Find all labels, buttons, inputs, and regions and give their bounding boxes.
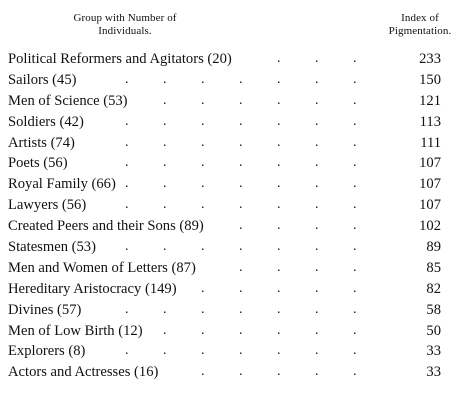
table-row bbox=[0, 174, 461, 195]
row-label: Hereditary Aristocracy (149) bbox=[8, 280, 177, 297]
leader-dot: . bbox=[239, 364, 243, 380]
leader-dot: . bbox=[277, 364, 281, 380]
row-value: 89 bbox=[426, 239, 441, 256]
table-row bbox=[0, 279, 461, 300]
leader-dots bbox=[0, 300, 400, 321]
table-row bbox=[0, 362, 461, 383]
row-value: 150 bbox=[419, 71, 441, 88]
leader-dot: . bbox=[315, 343, 319, 359]
leader-dot: . bbox=[315, 301, 319, 317]
leader-dot: . bbox=[353, 197, 357, 213]
leader-dot: . bbox=[277, 322, 281, 338]
row-label: Royal Family (66) bbox=[8, 176, 116, 193]
leader-dot: . bbox=[315, 51, 319, 66]
leader-dot: . bbox=[239, 155, 243, 171]
table-row bbox=[0, 300, 461, 321]
leader-dot: . bbox=[163, 301, 167, 317]
leader-dot: . bbox=[315, 92, 319, 108]
leader-dot: . bbox=[277, 259, 281, 275]
leader-dot: . bbox=[239, 259, 243, 275]
leader-dot: . bbox=[353, 92, 357, 108]
leader-dot: . bbox=[201, 92, 205, 108]
leader-dot: . bbox=[163, 155, 167, 171]
row-value: 33 bbox=[426, 364, 441, 381]
row-value: 121 bbox=[419, 92, 441, 109]
leader-dot: . bbox=[125, 239, 129, 255]
table-body bbox=[0, 49, 461, 383]
row-label: Men of Low Birth (12) bbox=[8, 322, 143, 339]
leader-dot: . bbox=[353, 155, 357, 171]
leader-dot: . bbox=[353, 239, 357, 255]
leader-dot: . bbox=[201, 280, 205, 296]
leader-dot: . bbox=[239, 71, 243, 87]
group-header-line1: Group with Number of bbox=[73, 12, 177, 24]
leader-dot: . bbox=[163, 176, 167, 192]
row-label: Created Peers and their Sons (89) bbox=[8, 218, 204, 235]
leader-dot: . bbox=[353, 113, 357, 129]
row-value: 102 bbox=[419, 218, 441, 235]
leader-dot: . bbox=[125, 155, 129, 171]
leader-dot: . bbox=[315, 322, 319, 338]
leader-dots bbox=[0, 362, 400, 383]
leader-dot: . bbox=[277, 134, 281, 150]
leader-dot: . bbox=[201, 155, 205, 171]
row-value: 33 bbox=[426, 343, 441, 360]
leader-dot: . bbox=[315, 197, 319, 213]
leader-dot: . bbox=[353, 364, 357, 380]
leader-dot: . bbox=[277, 239, 281, 255]
leader-dot: . bbox=[201, 134, 205, 150]
leader-dots bbox=[0, 195, 400, 216]
leader-dot: . bbox=[201, 343, 205, 359]
row-value: 85 bbox=[426, 259, 441, 276]
leader-dots bbox=[0, 341, 400, 362]
index-header-line1: Index of bbox=[401, 12, 439, 24]
leader-dots bbox=[0, 258, 400, 279]
leader-dots bbox=[0, 237, 400, 258]
leader-dots bbox=[0, 153, 400, 174]
leader-dot: . bbox=[125, 71, 129, 87]
leader-dot: . bbox=[239, 176, 243, 192]
leader-dot: . bbox=[277, 176, 281, 192]
row-value: 113 bbox=[419, 113, 441, 130]
row-value: 107 bbox=[419, 155, 441, 172]
leader-dot: . bbox=[163, 92, 167, 108]
leader-dot: . bbox=[353, 51, 357, 66]
leader-dot: . bbox=[315, 259, 319, 275]
leader-dot: . bbox=[163, 113, 167, 129]
group-column-header bbox=[20, 12, 230, 38]
row-label: Men of Science (53) bbox=[8, 92, 128, 109]
table-row bbox=[0, 70, 461, 91]
leader-dot: . bbox=[163, 197, 167, 213]
leader-dot: . bbox=[125, 113, 129, 129]
leader-dots bbox=[0, 49, 400, 70]
leader-dot: . bbox=[353, 71, 357, 87]
leader-dot: . bbox=[239, 280, 243, 296]
leader-dot: . bbox=[315, 113, 319, 129]
index-header-line2: Pigmentation. bbox=[388, 25, 452, 37]
row-value: 58 bbox=[426, 301, 441, 318]
leader-dot: . bbox=[277, 280, 281, 296]
leader-dot: . bbox=[125, 134, 129, 150]
leader-dot: . bbox=[277, 71, 281, 87]
leader-dot: . bbox=[201, 322, 205, 338]
leader-dot: . bbox=[315, 155, 319, 171]
leader-dot: . bbox=[201, 301, 205, 317]
leader-dot: . bbox=[239, 218, 243, 234]
leader-dot: . bbox=[315, 71, 319, 87]
table-row bbox=[0, 91, 461, 112]
leader-dots bbox=[0, 70, 400, 91]
row-label: Divines (57) bbox=[8, 301, 82, 318]
table-row bbox=[0, 112, 461, 133]
row-label: Lawyers (56) bbox=[8, 197, 87, 214]
row-label: Sailors (45) bbox=[8, 71, 77, 88]
row-value: 107 bbox=[419, 176, 441, 193]
leader-dot: . bbox=[239, 197, 243, 213]
leader-dot: . bbox=[125, 301, 129, 317]
leader-dot: . bbox=[277, 343, 281, 359]
leader-dot: . bbox=[277, 301, 281, 317]
leader-dot: . bbox=[277, 197, 281, 213]
leader-dot: . bbox=[239, 322, 243, 338]
leader-dot: . bbox=[315, 218, 319, 234]
leader-dot: . bbox=[277, 155, 281, 171]
row-value: 233 bbox=[419, 51, 441, 67]
leader-dot: . bbox=[315, 364, 319, 380]
leader-dot: . bbox=[201, 113, 205, 129]
table-row bbox=[0, 216, 461, 237]
leader-dot: . bbox=[163, 239, 167, 255]
row-label: Actors and Actresses (16) bbox=[8, 364, 159, 381]
leader-dot: . bbox=[315, 280, 319, 296]
leader-dot: . bbox=[353, 343, 357, 359]
leader-dot: . bbox=[201, 71, 205, 87]
leader-dot: . bbox=[239, 92, 243, 108]
leader-dot: . bbox=[315, 134, 319, 150]
leader-dot: . bbox=[277, 218, 281, 234]
leader-dot: . bbox=[277, 113, 281, 129]
leader-dot: . bbox=[315, 239, 319, 255]
table-row bbox=[0, 153, 461, 174]
table-row bbox=[0, 341, 461, 362]
leader-dot: . bbox=[125, 176, 129, 192]
leader-dots bbox=[0, 279, 400, 300]
leader-dot: . bbox=[201, 239, 205, 255]
leader-dot: . bbox=[239, 134, 243, 150]
leader-dot: . bbox=[239, 343, 243, 359]
table-row bbox=[0, 258, 461, 279]
leader-dot: . bbox=[277, 51, 281, 66]
leader-dots bbox=[0, 112, 400, 133]
leader-dots bbox=[0, 133, 400, 154]
leader-dot: . bbox=[315, 176, 319, 192]
row-value: 50 bbox=[426, 322, 441, 339]
leader-dot: . bbox=[353, 301, 357, 317]
table-row bbox=[0, 49, 461, 70]
row-label: Statesmen (53) bbox=[8, 239, 96, 256]
leader-dot: . bbox=[353, 176, 357, 192]
leader-dot: . bbox=[239, 113, 243, 129]
leader-dot: . bbox=[163, 134, 167, 150]
leader-dot: . bbox=[201, 364, 205, 380]
leader-dot: . bbox=[239, 301, 243, 317]
row-label: Artists (74) bbox=[8, 134, 75, 151]
leader-dot: . bbox=[353, 259, 357, 275]
leader-dot: . bbox=[353, 280, 357, 296]
leader-dot: . bbox=[239, 239, 243, 255]
row-label: Explorers (8) bbox=[8, 343, 86, 360]
index-column-header bbox=[380, 12, 460, 38]
row-label: Men and Women of Letters (87) bbox=[8, 259, 196, 276]
leader-dot: . bbox=[353, 322, 357, 338]
table-row bbox=[0, 195, 461, 216]
leader-dot: . bbox=[163, 71, 167, 87]
leader-dots bbox=[0, 91, 400, 112]
row-value: 82 bbox=[426, 280, 441, 297]
leader-dot: . bbox=[353, 218, 357, 234]
table-row bbox=[0, 321, 461, 342]
row-label: Soldiers (42) bbox=[8, 113, 84, 130]
leader-dot: . bbox=[163, 343, 167, 359]
leader-dot: . bbox=[125, 343, 129, 359]
leader-dots bbox=[0, 174, 400, 195]
leader-dot: . bbox=[277, 92, 281, 108]
row-label: Political Reformers and Agitators (20) bbox=[8, 51, 232, 67]
leader-dots bbox=[0, 216, 400, 237]
row-value: 107 bbox=[419, 197, 441, 214]
row-value: 111 bbox=[420, 134, 441, 151]
group-header-line2: Individuals. bbox=[98, 25, 152, 37]
leader-dots bbox=[0, 321, 400, 342]
leader-dot: . bbox=[353, 134, 357, 150]
leader-dot: . bbox=[125, 197, 129, 213]
table-row bbox=[0, 237, 461, 258]
row-label: Poets (56) bbox=[8, 155, 68, 172]
leader-dot: . bbox=[201, 176, 205, 192]
leader-dot: . bbox=[163, 322, 167, 338]
table-row bbox=[0, 133, 461, 154]
leader-dot: . bbox=[201, 197, 205, 213]
